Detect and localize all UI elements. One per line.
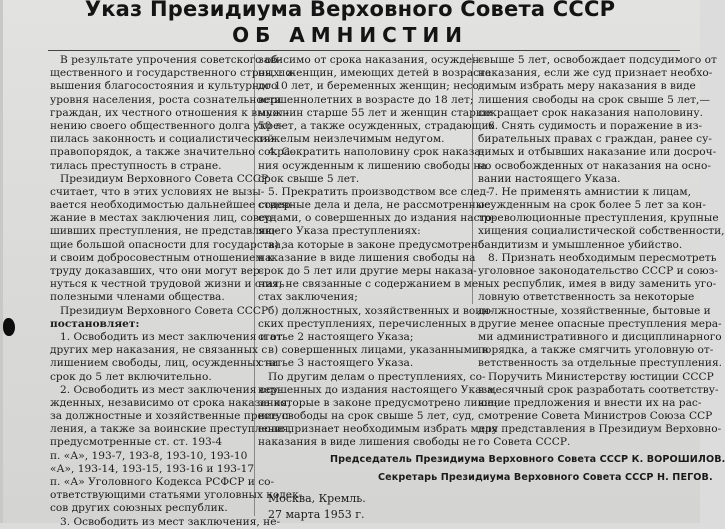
text-column-1 — [50, 54, 303, 528]
text-line: мужчин старше 55 лет и женщин старше — [258, 106, 493, 119]
text-line: полезными членами общества. — [50, 291, 225, 304]
text-line: другие менее опасные преступления мера- — [478, 317, 722, 330]
text-line: других мер наказания, не связанных с — [50, 344, 268, 357]
text-line: ления, а также за воинские преступления, — [50, 423, 292, 436]
text-line: статье 3 настоящего Указа. — [258, 357, 414, 370]
text-line: судами, о совершенных до издания насто- — [258, 212, 496, 225]
text-line: должностные, хозяйственные, бытовые и — [478, 304, 711, 317]
text-line: ловную ответственность за некоторые — [478, 291, 695, 304]
text-line: до 10 лет, и беременных женщин; несо- — [258, 80, 483, 93]
text-line: 4. Сократить наполовину срок наказа- — [268, 146, 485, 159]
text-line: срок свыше 5 лет. — [258, 172, 360, 185]
text-line: 5. Прекратить производством все след- — [268, 185, 490, 198]
text-line: бирательных правах с граждан, ранее су- — [478, 133, 712, 146]
text-line: бандитизм и умышленное убийство. — [478, 238, 683, 251]
text-line: сов других союзных республик. — [50, 502, 228, 515]
text-line: и своим добросовестным отношением к — [50, 251, 274, 264]
text-line: димых и отбывших наказание или досроч- — [478, 146, 717, 159]
text-line: нению своего общественного долга укре- — [50, 119, 283, 132]
text-line: осужденным на срок более 5 лет за кон- — [478, 199, 706, 212]
text-line: труду доказавших, что они могут вер- — [50, 265, 264, 277]
text-line: свыше 5 лет, освобождает подсудимого от — [478, 54, 717, 66]
text-line: вершенных до издания настоящего Указа, — [258, 383, 497, 396]
page-edge — [0, 0, 3, 523]
text-line: п. «А», 193-7, 193-8, 193-10, 193-10 — [50, 449, 248, 462]
chairman-signature: Председатель Президиума Верховного Совета СССР К. ВОРОШИЛОВ. — [330, 454, 725, 465]
text-line: срок до 5 лет включительно. — [50, 370, 212, 383]
text-line: стах заключения; — [258, 291, 358, 304]
text-line: статье 2 настоящего Указа; — [258, 330, 414, 343]
text-line: предусмотренные ст. ст. 193-4 — [50, 436, 223, 449]
text-line: тяжелым неизлечимым недугом. — [258, 133, 445, 146]
binding-hole — [3, 318, 15, 336]
text-line: «А», 193-14, 193-15, 193-16 и 193-17 — [50, 462, 255, 475]
text-line: ния осужденным к лишению свободы на — [258, 159, 487, 172]
text-line: уровня населения, роста сознательности — [50, 93, 282, 106]
text-line: наказание в виде лишения свободы на — [258, 251, 476, 264]
text-line: 50 лет, а также осужденных, страдающих — [258, 119, 495, 132]
text-column-3 — [478, 54, 725, 456]
decree-title: Указ Президиума Верховного Совета СССР — [84, 0, 616, 21]
text-line: п. «А» Уголовного Кодекса РСФСР и со- — [50, 476, 275, 488]
text-line: ние свободы на срок свыше 5 лет, суд, — [258, 410, 475, 423]
text-line: го Совета СССР. — [478, 436, 571, 449]
text-line: 6. Снять судимость и поражение в из- — [488, 119, 703, 132]
text-line: для представления в Президиум Верховно- — [478, 423, 722, 436]
text-line: а) за которые в законе предусмотрено — [268, 238, 485, 251]
text-line: 8. Признать необходимым пересмотреть — [488, 251, 717, 264]
text-line: зависимо от срока наказания, осужден- — [258, 54, 483, 66]
text-line: ных: женщин, имеющих детей в возрасте — [258, 67, 492, 80]
text-line: 7. Не применять амнистии к лицам, — [488, 185, 691, 198]
text-line: в месячный срок разработать соответству- — [478, 383, 719, 396]
text-line: 2. Освободить из мест заключения осу- — [60, 383, 282, 396]
text-line: уголовное законодательство СССР и союз- — [478, 265, 718, 277]
text-line: шивших преступления, не представляю- — [50, 225, 279, 238]
text-line: за которые в законе предусмотрено лише- — [258, 396, 498, 409]
text-line: постановляет: — [50, 317, 140, 330]
decree-subtitle: ОБ АМНИСТИИ — [232, 23, 468, 47]
text-line: но освобожденных от наказания на осно- — [478, 159, 711, 172]
text-line: вании настоящего Указа. — [478, 172, 621, 185]
text-line: правопорядок, а также значительно сокра- — [50, 146, 294, 159]
text-line: ных республик, имея в виду заменить уго- — [478, 278, 717, 291]
text-line: наказания, если же суд признает необхо- — [478, 67, 713, 80]
text-line: лишения свободы на срок свыше 5 лет,— — [478, 93, 711, 106]
secretary-signature: Секретарь Президиума Верховного Совета СССР Н. ПЕГОВ. — [378, 472, 713, 483]
text-line: ния, не связанные с содержанием в ме- — [258, 278, 482, 291]
text-line: ственные дела и дела, не рассмотренные — [258, 199, 491, 212]
text-line: Президиум Верховного Совета СССР — [60, 304, 269, 317]
text-line: жание в местах заключения лиц, совер- — [50, 212, 276, 225]
text-line: срок до 5 лет или другие меры наказа- — [258, 265, 477, 277]
text-line: ских преступлениях, перечисленных в — [258, 317, 476, 330]
text-line: граждан, их честного отношения к выпол- — [50, 106, 290, 119]
text-line: ми административного и дисциплинарного — [478, 330, 722, 343]
text-line: смотрение Совета Министров Союза ССР — [478, 410, 713, 423]
text-line: ответствующими статьями уголовных кодек- — [50, 489, 303, 502]
date-line: 27 марта 1953 г. — [268, 508, 365, 521]
text-line: ящего Указа преступлениях: — [258, 225, 421, 238]
text-line: за должностные и хозяйственные преступ- — [50, 410, 293, 423]
text-line: жденных, независимо от срока наказания, — [50, 396, 291, 409]
text-line: 3. Освободить из мест заключения, не- — [60, 515, 281, 528]
text-line: лишением свободы, лиц, осужденных на — [50, 357, 279, 370]
text-line: ющие предложения и внести их на рас- — [478, 396, 702, 409]
text-line: наказания в виде лишения свободы не — [258, 436, 476, 449]
text-line: В результате упрочения советского об- — [60, 54, 282, 66]
text-line: сокращает срок наказания наполовину. — [478, 106, 703, 119]
text-line: Поручить Министерству юстиции СССР — [488, 370, 714, 383]
text-line: б) должностных, хозяйственных и воин- — [268, 304, 493, 317]
text-line: трреволюционные преступления, крупные — [478, 212, 719, 225]
text-line: По другим делам о преступлениях, со- — [268, 370, 486, 383]
place-line: Москва, Кремль. — [268, 492, 366, 505]
text-line: нуться к честной трудовой жизни и стать — [50, 278, 285, 291]
text-line: вершеннолетних в возрасте до 18 лет; — [258, 93, 474, 106]
text-line: 1. Освободить из мест заключения и от — [60, 330, 283, 343]
text-line: в) совершенных лицами, указанными в — [268, 344, 489, 357]
text-line: если признает необходимым избрать меру — [258, 423, 499, 436]
text-line: вышения благосостояния и культурного — [50, 80, 278, 93]
text-line: ветственность за отдельные преступления. — [478, 357, 723, 370]
text-line: щественного и государственного строя, по- — [50, 67, 296, 80]
text-line: хищения социалистической собственности, — [478, 225, 725, 238]
text-line: щие большой опасности для государства, — [50, 238, 285, 251]
header-rule — [48, 50, 680, 51]
text-line: порядка, а также смягчить уголовную от- — [478, 344, 714, 357]
text-line: считает, что в этих условиях не вызы- — [50, 185, 265, 198]
text-line: вается необходимостью дальнейшее содер- — [50, 199, 295, 212]
text-line: Президиум Верховного Совета СССР — [60, 172, 269, 185]
text-line: тилась преступность в стране. — [50, 159, 222, 172]
text-line: димым избрать меру наказания в виде — [478, 80, 696, 93]
text-column-2 — [258, 54, 499, 456]
text-line: пилась законность и социалистический — [50, 133, 275, 146]
